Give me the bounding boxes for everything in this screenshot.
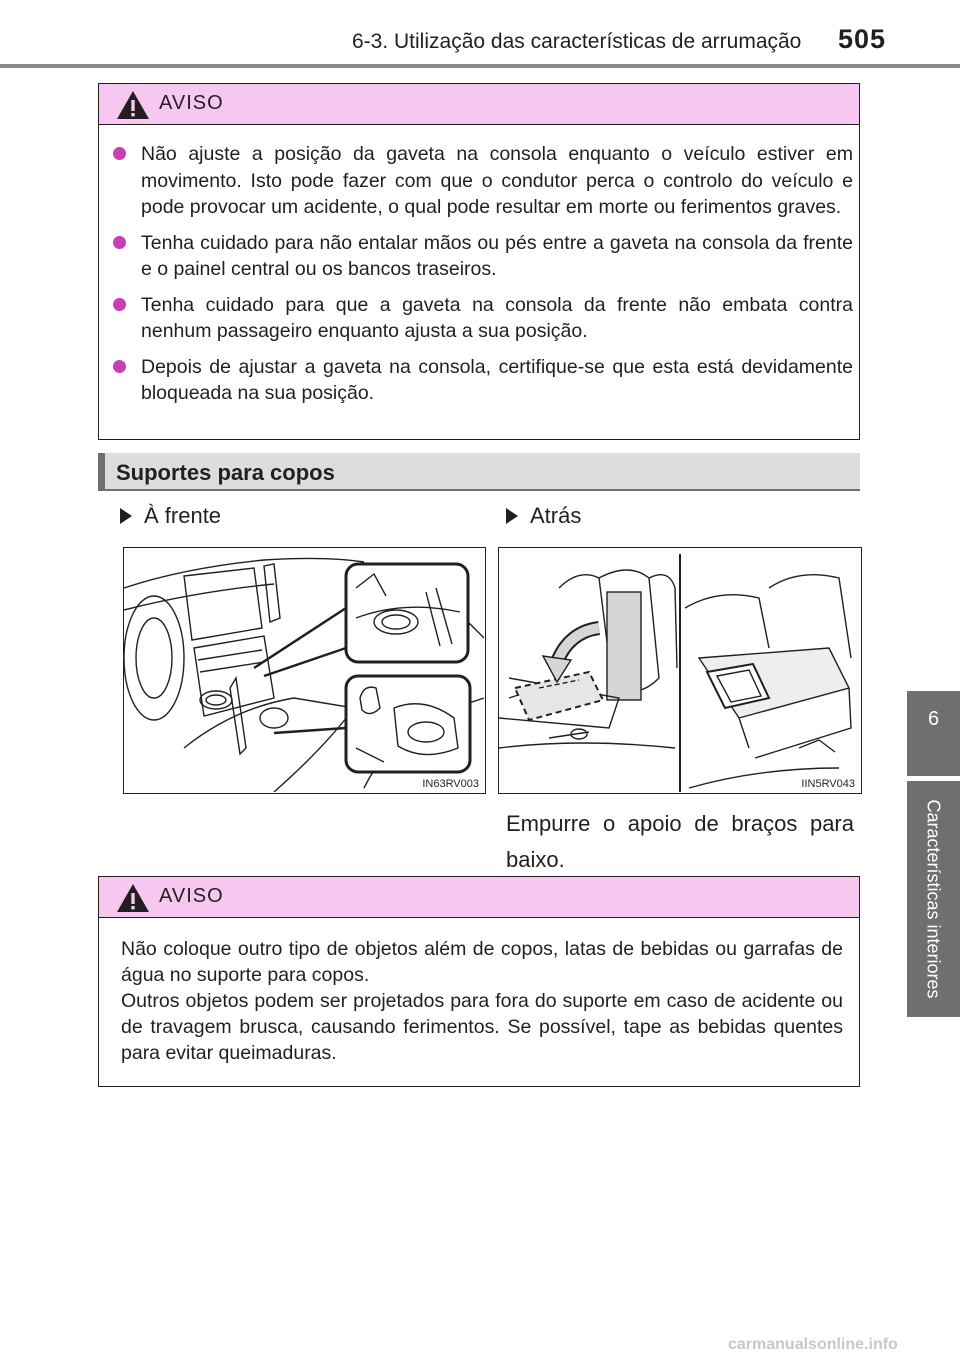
bullet-icon	[113, 147, 126, 160]
arrow-right-icon	[120, 508, 132, 524]
warning-label: AVISO	[159, 885, 224, 907]
warning-header	[99, 877, 859, 918]
arrow-right-icon	[506, 508, 518, 524]
warning-item	[113, 141, 853, 221]
warning-item-text: Não ajuste a posição da gaveta na consola enquanto o veículo estiver em movimento. Isto pode fazer com que o condutor perca o controlo do veículo e pode provocar um acidente, o qual pode resultar em morte ou ferimentos graves.	[141, 143, 853, 218]
warning-item-text: Depois de ajustar a gaveta na consola, certifique-se que esta está devidamente bloqueada na sua posição.	[141, 355, 853, 404]
warning-label: AVISO	[159, 92, 224, 114]
warning-body	[99, 125, 859, 428]
rear-heading-text: Atrás	[530, 503, 582, 528]
page-number: 505	[838, 24, 887, 54]
warning-item-text: Tenha cuidado para não entalar mãos ou pés entre a gaveta na consola da frente e o painel central ou os bancos traseiros.	[141, 231, 853, 280]
warning-item	[113, 354, 853, 407]
bullet-icon	[113, 360, 126, 373]
chapter-number: 6	[927, 708, 940, 730]
warning-paragraph: Outros objetos podem ser projetados para fora do suporte em caso de acidente ou de travagem brusca, causando ferimentos. Se possível, tape as bebidas quentes para evitar queimaduras.	[121, 990, 843, 1064]
rear-caption: Empurre o apoio de braços para baixo.	[506, 811, 854, 872]
warning-box-console	[98, 83, 860, 440]
front-cup-holder-illustration	[123, 547, 486, 794]
bullet-icon	[113, 236, 126, 249]
warning-body	[99, 918, 859, 1076]
front-console-drawing	[124, 548, 484, 792]
figure-code: IIN5RV043	[801, 778, 855, 790]
warning-triangle-icon	[115, 89, 151, 121]
warning-paragraph: Não coloque outro tipo de objetos além de copos, latas de bebidas ou garrafas de água no suporte para copos.	[121, 938, 843, 986]
rear-heading	[506, 503, 581, 529]
running-header: 6-3. Utilização das características de arrumação	[352, 30, 802, 53]
rear-armrest-drawing	[499, 548, 860, 792]
warning-triangle-icon	[115, 882, 151, 914]
section-title: Suportes para copos	[116, 460, 335, 485]
warning-header	[99, 84, 859, 125]
warning-item	[113, 292, 853, 345]
header-rule	[0, 64, 960, 68]
front-heading	[120, 503, 221, 529]
bullet-icon	[113, 298, 126, 311]
chapter-title: Características interiores	[923, 799, 944, 999]
front-heading-text: À frente	[144, 503, 222, 528]
section-heading-bar	[98, 453, 860, 491]
chapter-tab	[907, 691, 960, 776]
warning-item	[113, 230, 853, 283]
section-accent	[98, 453, 105, 491]
figure-code: IN63RV003	[422, 778, 479, 790]
warning-box-cup-holders	[98, 876, 860, 1087]
watermark: carmanualsonline.info	[728, 1336, 898, 1353]
rear-cup-holder-illustration	[498, 547, 862, 794]
warning-item-text: Tenha cuidado para que a gaveta na consola da frente não embata contra nenhum passageiro enquanto ajusta a sua posição.	[141, 293, 853, 342]
